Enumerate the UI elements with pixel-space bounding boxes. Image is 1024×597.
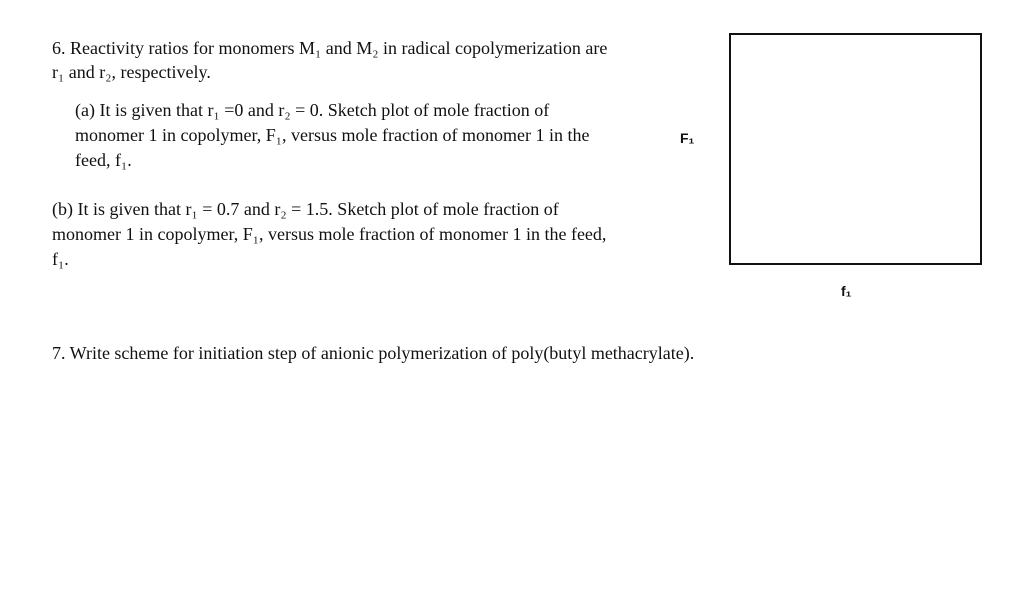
sketch-plot-box [729,33,982,265]
part-a-line-3: feed, f₁. [75,150,132,170]
question-6-line-2: r₁ and r₂, respectively. [52,62,211,82]
question-7-text: 7. Write scheme for initiation step of anionic polymerization of poly(butyl methacrylate). [52,343,695,363]
plot-y-axis-label: F₁ [680,130,695,146]
plot-x-axis-label: f₁ [841,283,852,299]
part-b-line-2: monomer 1 in copolymer, F₁, versus mole fraction of monomer 1 in the feed, [52,224,607,244]
part-b-line-1: (b) It is given that r₁ = 0.7 and r₂ = 1.5. Sketch plot of mole fraction of [52,199,559,219]
part-b-line-3: f₁. [52,249,69,269]
part-a-line-2: monomer 1 in copolymer, F₁, versus mole fraction of monomer 1 in the [75,125,590,145]
part-a-line-1: (a) It is given that r₁ =0 and r₂ = 0. Sketch plot of mole fraction of [75,100,550,120]
question-6-line-1: 6. Reactivity ratios for monomers M₁ and M₂ in radical copolymerization are [52,38,608,58]
